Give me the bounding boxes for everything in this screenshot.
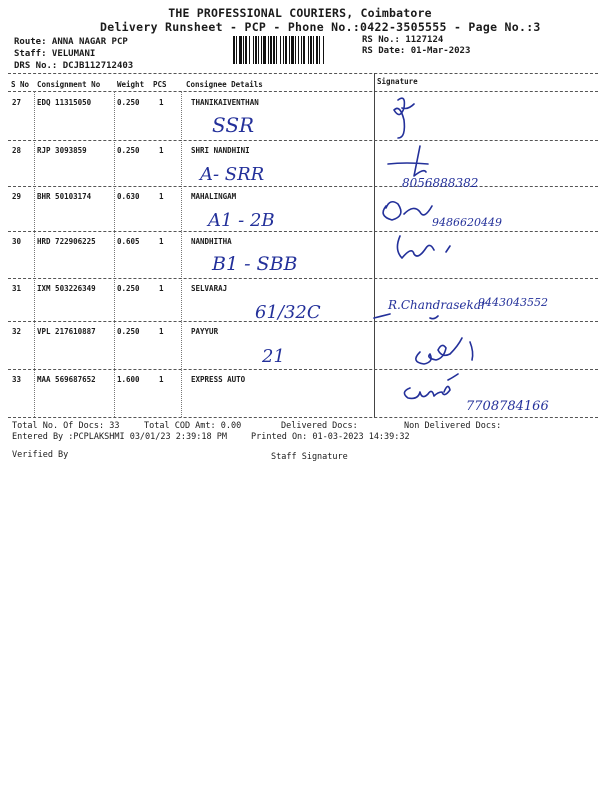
cell-consignment: IXM 503226349: [37, 284, 96, 293]
cell-weight: 0.605: [117, 237, 140, 246]
total-docs: Total No. Of Docs: 33: [12, 421, 120, 431]
cell-weight: 1.600: [117, 375, 140, 384]
drs-number: DRS No.: DCJB112712403: [14, 61, 134, 71]
staff-label: Staff: VELUMANI: [14, 49, 96, 59]
handwritten-door-no: SSR: [212, 113, 255, 137]
cell-consignee: EXPRESS AUTO: [191, 375, 246, 384]
signature-scribble: [397, 236, 450, 258]
cell-consignee: MAHALINGAM: [191, 192, 237, 201]
verified-by: Verified By: [12, 450, 69, 460]
handwritten-door-no: A- SRR: [200, 164, 265, 185]
cell-pcs: 1: [159, 237, 164, 246]
cell-pcs: 1: [159, 284, 164, 293]
cell-pcs: 1: [159, 327, 164, 336]
staff-signature: Staff Signature: [271, 452, 348, 462]
signature-scribble: [383, 202, 432, 220]
signature-scribble: [394, 98, 414, 138]
cell-sno: 29: [12, 192, 22, 201]
cell-pcs: 1: [159, 375, 164, 384]
col-consignee: Consignee Details: [186, 80, 263, 89]
signature-scribble: [416, 338, 473, 364]
cell-pcs: 1: [159, 146, 164, 155]
company-title: THE PROFESSIONAL COURIERS, Coimbatore: [168, 6, 432, 20]
rs-number: RS No.: 1127124: [362, 35, 444, 45]
handwritten-phone: 7708784166: [466, 399, 549, 414]
cell-consignment: HRD 722906225: [37, 237, 96, 246]
cell-sno: 32: [12, 327, 22, 336]
cell-pcs: 1: [159, 98, 164, 107]
cell-consignee: SHRI NANDHINI: [191, 146, 250, 155]
cell-consignment: RJP 3093859: [37, 146, 87, 155]
table-bottom-rule: [8, 417, 598, 418]
col-consignment: Consignment No: [37, 80, 101, 89]
non-delivered-docs: Non Delivered Docs:: [404, 421, 502, 431]
cell-sno: 31: [12, 284, 22, 293]
total-cod: Total COD Amt: 0.00: [144, 421, 242, 431]
cell-sno: 33: [12, 375, 22, 384]
cell-consignee: PAYYUR: [191, 327, 219, 336]
cell-weight: 0.250: [117, 98, 140, 107]
cell-weight: 0.250: [117, 146, 140, 155]
runsheet-subtitle: Delivery Runsheet - PCP - Phone No.:0422-3505555 - Page No.:3: [100, 20, 541, 34]
cell-consignment: BHR 50103174: [37, 192, 92, 201]
col-sno: S No: [11, 80, 30, 89]
cell-weight: 0.630: [117, 192, 140, 201]
handwritten-door-no: 61/32C: [255, 302, 321, 323]
cell-consignment: VPL 217610887: [37, 327, 96, 336]
printed-on: Printed On: 01-03-2023 14:39:32: [251, 432, 410, 442]
cell-sno: 28: [12, 146, 22, 155]
cell-consignment: EDQ 11315050: [37, 98, 92, 107]
rs-date: RS Date: 01-Mar-2023: [362, 46, 471, 56]
cell-sno: 30: [12, 237, 22, 246]
cell-consignment: MAA 569687652: [37, 375, 96, 384]
handwritten-door-no: B1 - SBB: [212, 253, 298, 275]
delivered-docs: Delivered Docs:: [281, 421, 358, 431]
route-label: Route: ANNA NAGAR PCP: [14, 37, 128, 47]
col-weight: Weight: [117, 80, 145, 89]
signature-scribble: [388, 146, 428, 176]
signature-scribble: [404, 374, 458, 398]
cell-weight: 0.250: [117, 327, 140, 336]
cell-sno: 27: [12, 98, 22, 107]
entered-by: Entered By :PCPLAKSHMI 03/01/23 2:39:18 PM: [12, 432, 227, 442]
signature-scribble: [374, 314, 438, 319]
handwritten-phone: 9486620449: [432, 216, 502, 229]
handwritten-phone: 8056888382: [402, 176, 479, 190]
cell-consignee: NANDHITHA: [191, 237, 232, 246]
cell-weight: 0.250: [117, 284, 140, 293]
cell-pcs: 1: [159, 192, 164, 201]
cell-consignee: SELVARAJ: [191, 284, 228, 293]
handwritten-door-no: 21: [262, 346, 285, 367]
col-pcs: PCS: [153, 80, 167, 89]
col-signature: Signature: [377, 77, 418, 86]
handwritten-name: R.Chandrasekar: [388, 298, 487, 312]
handwritten-door-no: A1 - 2B: [208, 210, 275, 231]
handwritten-phone: 9443043552: [478, 296, 548, 309]
cell-consignee: THANIKAIVENTHAN: [191, 98, 259, 107]
